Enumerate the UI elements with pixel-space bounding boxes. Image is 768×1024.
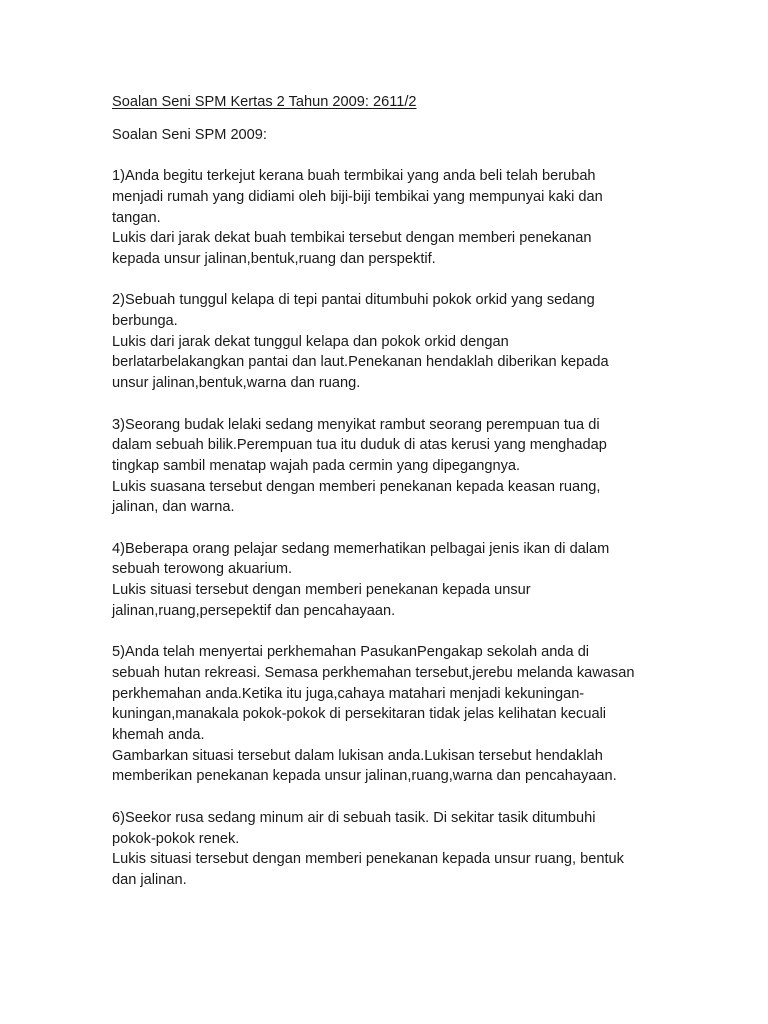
question-line: 2)Sebuah tunggul kelapa di tepi pantai ditumbuhi pokok orkid yang sedang bbox=[112, 292, 595, 309]
question-line: Lukis situasi tersebut dengan memberi penekanan kepada unsur bbox=[112, 582, 531, 599]
question-line: jalinan, dan warna. bbox=[112, 499, 235, 516]
question-line: kuningan,manakala pokok-pokok di persekitaran tidak jelas kelihatan kecuali bbox=[112, 706, 607, 723]
question-line: pokok-pokok renek. bbox=[112, 830, 240, 847]
question-line: dalam sebuah bilik.Perempuan tua itu duduk di atas kerusi yang menghadap bbox=[112, 437, 607, 454]
question-line: unsur jalinan,bentuk,warna dan ruang. bbox=[112, 375, 361, 392]
question-line: 5)Anda telah menyertai perkhemahan PasukanPengakap sekolah anda di bbox=[112, 644, 590, 661]
question-line: kepada unsur jalinan,bentuk,ruang dan perspektif. bbox=[112, 250, 436, 267]
question-list bbox=[112, 166, 742, 891]
document-title: Soalan Seni SPM Kertas 2 Tahun 2009: 2611/2 bbox=[112, 94, 417, 110]
question-line: tangan. bbox=[112, 209, 161, 226]
question-line: Lukis situasi tersebut dengan memberi penekanan kepada unsur ruang, bentuk bbox=[112, 851, 624, 868]
question-1 bbox=[112, 166, 742, 270]
document-subtitle: Soalan Seni SPM 2009: bbox=[112, 126, 267, 143]
question-5 bbox=[112, 642, 742, 787]
question-2 bbox=[112, 290, 742, 394]
question-line: 4)Beberapa orang pelajar sedang memerhatikan pelbagai jenis ikan di dalam bbox=[112, 540, 610, 557]
question-line: 1)Anda begitu terkejut kerana buah termbikai yang anda beli telah berubah bbox=[112, 168, 596, 185]
question-line: tingkap sambil menatap wajah pada cermin yang dipegangnya. bbox=[112, 457, 521, 474]
question-line: memberikan penekanan kepada unsur jalinan,ruang,warna dan pencahayaan. bbox=[112, 768, 617, 785]
question-line: khemah anda. bbox=[112, 727, 205, 744]
document-page bbox=[112, 92, 742, 891]
question-line: 6)Seekor rusa sedang minum air di sebuah tasik. Di sekitar tasik ditumbuhi bbox=[112, 809, 596, 826]
question-line: dan jalinan. bbox=[112, 871, 187, 888]
question-line: sebuah hutan rekreasi. Semasa perkhemahan tersebut,jerebu melanda kawasan bbox=[112, 664, 635, 681]
question-line: Lukis dari jarak dekat buah tembikai tersebut dengan memberi penekanan bbox=[112, 230, 592, 247]
question-line: menjadi rumah yang didiami oleh biji-biji tembikai yang mempunyai kaki dan bbox=[112, 188, 603, 205]
question-line: Gambarkan situasi tersebut dalam lukisan anda.Lukisan tersebut hendaklah bbox=[112, 747, 603, 764]
question-line: berlatarbelakangkan pantai dan laut.Penekanan hendaklah diberikan kepada bbox=[112, 354, 609, 371]
question-line: berbunga. bbox=[112, 313, 178, 329]
question-6 bbox=[112, 808, 742, 891]
question-3 bbox=[112, 415, 742, 519]
question-line: perkhemahan anda.Ketika itu juga,cahaya matahari menjadi kekuningan- bbox=[112, 685, 585, 702]
question-line: Lukis dari jarak dekat tunggul kelapa dan pokok orkid dengan bbox=[112, 333, 509, 350]
question-4 bbox=[112, 539, 742, 622]
question-line: Lukis suasana tersebut dengan memberi penekanan kepada keasan ruang, bbox=[112, 478, 601, 495]
question-line: jalinan,ruang,persepektif dan pencahayaan. bbox=[112, 602, 396, 619]
question-line: sebuah terowong akuarium. bbox=[112, 561, 293, 578]
question-line: 3)Seorang budak lelaki sedang menyikat rambut seorang perempuan tua di bbox=[112, 416, 600, 433]
